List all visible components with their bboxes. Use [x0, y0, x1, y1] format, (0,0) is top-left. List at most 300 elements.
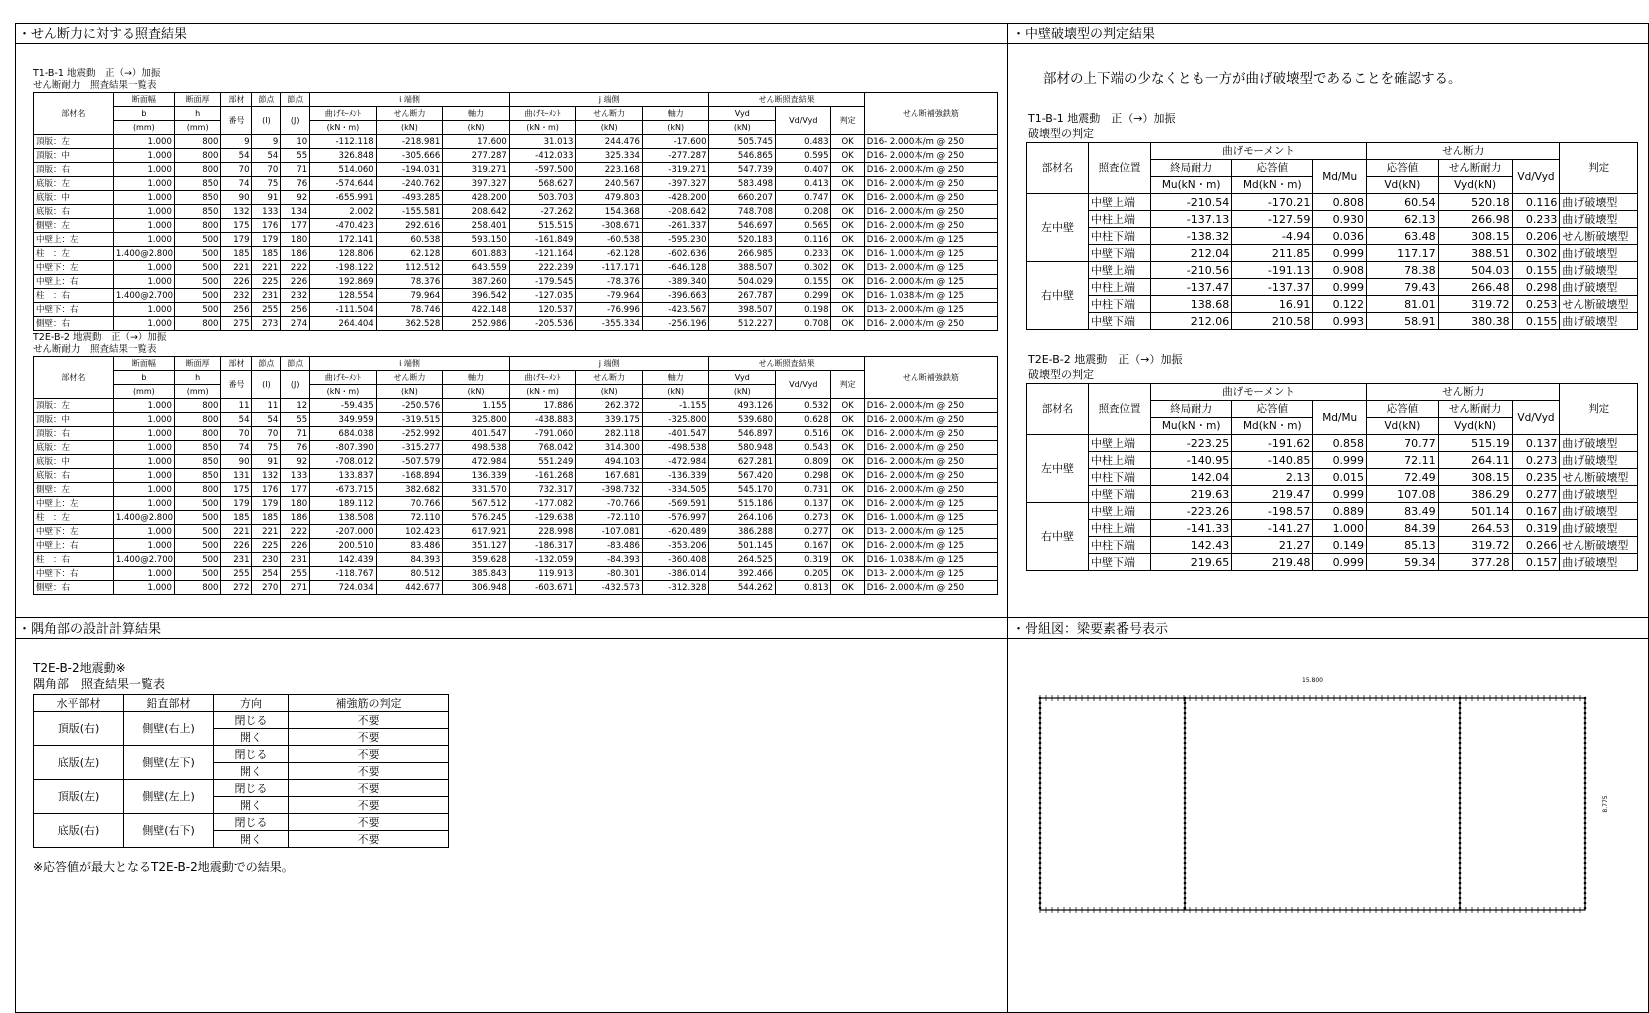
table-cell: -428.200 — [642, 191, 709, 205]
shear-table-2-subtitle: せん断耐力 照査結果一覧表 — [33, 344, 157, 355]
judge-cell: 不要 — [289, 729, 449, 746]
node-point — [1584, 782, 1587, 785]
node-point — [1039, 762, 1042, 765]
table-cell: 132 — [221, 205, 252, 219]
table-cell: 曲げ破壊型 — [1560, 520, 1638, 537]
node-point — [1184, 702, 1187, 705]
corner-subtitle: 隅角部 照査結果一覧表 — [33, 677, 166, 691]
node-point — [1039, 857, 1042, 860]
table-cell: 397.327 — [443, 177, 510, 191]
table-cell: 76 — [281, 177, 310, 191]
table-cell: 中柱下端 — [1089, 228, 1151, 245]
table-cell: 70 — [252, 427, 281, 441]
shear-table-2 — [33, 356, 998, 595]
node-point — [1039, 887, 1042, 890]
table-header: i 端側 — [310, 357, 510, 371]
table-cell: 1.000 — [113, 567, 174, 581]
table-cell: 底版：右 — [34, 469, 114, 483]
table-cell: -315.277 — [376, 441, 443, 455]
table-cell: 210.58 — [1232, 313, 1313, 330]
table-cell: 138.508 — [310, 511, 377, 525]
node-point — [1584, 732, 1587, 735]
table-cell: -161.268 — [509, 469, 576, 483]
table-cell: 0.155 — [1512, 262, 1560, 279]
table-cell: 0.253 — [1512, 296, 1560, 313]
table-cell: 55 — [281, 413, 310, 427]
table-row — [34, 275, 998, 289]
table-row — [1027, 537, 1638, 554]
table-cell: 117.17 — [1367, 245, 1439, 262]
node-point — [1584, 902, 1587, 905]
table-header: j 端側 — [509, 93, 709, 107]
node-point — [1039, 847, 1042, 850]
table-cell: -386.014 — [642, 567, 709, 581]
table-cell: 175 — [221, 483, 252, 497]
table-cell: 60.538 — [376, 233, 443, 247]
table-cell: 0.273 — [1512, 452, 1560, 469]
table-header: せん断力 — [576, 371, 643, 385]
table-header: Vd(kN) — [1367, 418, 1439, 435]
table-cell: 中壁下端 — [1089, 245, 1151, 262]
table-cell: 142.04 — [1151, 469, 1232, 486]
table-cell: 62.13 — [1367, 211, 1439, 228]
table-cell: 186 — [281, 247, 310, 261]
table-header: Vd/Vyd — [776, 107, 831, 135]
table-row — [34, 525, 998, 539]
table-cell: OK — [831, 289, 864, 303]
corner-table — [33, 694, 449, 848]
table-cell: 226 — [281, 539, 310, 553]
node-point — [1184, 842, 1187, 845]
table-cell: 396.542 — [443, 289, 510, 303]
node-point — [1459, 872, 1462, 875]
table-cell: -210.56 — [1151, 262, 1232, 279]
table-cell: 0.302 — [1512, 245, 1560, 262]
table-cell: 0.413 — [776, 177, 831, 191]
table-cell: 1.400@2.700 — [113, 553, 174, 567]
table-cell: 1.000 — [113, 483, 174, 497]
node-point — [1184, 707, 1187, 710]
table-cell: -240.762 — [376, 177, 443, 191]
table-cell: 325.334 — [576, 149, 643, 163]
table-header: (J) — [281, 371, 310, 399]
node-point — [1184, 772, 1187, 775]
node-point — [1584, 842, 1587, 845]
table-cell: 274 — [281, 317, 310, 331]
table-row — [34, 695, 449, 712]
table-cell: 72.110 — [376, 511, 443, 525]
table-cell: 85.13 — [1367, 537, 1439, 554]
node-point — [1584, 722, 1587, 725]
table-cell: OK — [831, 177, 864, 191]
node-point — [1184, 852, 1187, 855]
table-cell: -161.849 — [509, 233, 576, 247]
table-cell: 0.565 — [776, 219, 831, 233]
table-cell: 262.372 — [576, 399, 643, 413]
table-cell: 339.175 — [576, 413, 643, 427]
table-cell: 頂版：中 — [34, 413, 114, 427]
node-point — [1039, 777, 1042, 780]
table-cell: 254 — [252, 567, 281, 581]
table-row — [34, 497, 998, 511]
table-cell: 428.200 — [443, 191, 510, 205]
node-point — [1584, 852, 1587, 855]
node-point — [1584, 707, 1587, 710]
node-point — [1039, 737, 1042, 740]
table-header: (kN) — [576, 385, 643, 399]
table-cell: -155.581 — [376, 205, 443, 219]
table-row — [34, 163, 998, 177]
table-cell: OK — [831, 413, 864, 427]
direction-cell: 閉じる — [214, 780, 289, 797]
table-cell: -319.515 — [376, 413, 443, 427]
table-cell: 319.72 — [1438, 537, 1512, 554]
table-cell: 中壁下：右 — [34, 567, 114, 581]
table-row — [1027, 279, 1638, 296]
table-header: せん断力 — [376, 107, 443, 121]
table-cell: 曲げ破壊型 — [1560, 313, 1638, 330]
table-cell: 79.964 — [376, 289, 443, 303]
node-point — [1584, 817, 1587, 820]
table-cell: 200.510 — [310, 539, 377, 553]
horizontal-member: 頂版(右) — [34, 712, 124, 746]
table-cell: 31.013 — [509, 135, 576, 149]
table-cell: 0.157 — [1512, 554, 1560, 571]
node-point — [1584, 747, 1587, 750]
table-row — [34, 567, 998, 581]
table-cell: -78.376 — [576, 275, 643, 289]
table-cell: 270 — [252, 581, 281, 595]
table-cell: -261.337 — [642, 219, 709, 233]
table-cell: 0.889 — [1313, 503, 1367, 520]
node-point — [1184, 837, 1187, 840]
table-cell: 800 — [174, 413, 221, 427]
node-point — [1039, 867, 1042, 870]
table-cell: OK — [831, 469, 864, 483]
table-cell: 601.883 — [443, 247, 510, 261]
table-cell: -708.012 — [310, 455, 377, 469]
node-point — [1459, 737, 1462, 740]
table-cell: 219.65 — [1151, 554, 1232, 571]
table-cell: 曲げ破壊型 — [1560, 503, 1638, 520]
table-header: 部材 — [221, 357, 252, 371]
table-cell: 0.036 — [1313, 228, 1367, 245]
table-cell: 277.287 — [443, 149, 510, 163]
node-point — [1584, 697, 1587, 700]
table-cell: 275 — [221, 317, 252, 331]
table-cell: 800 — [174, 149, 221, 163]
table-cell: -493.285 — [376, 191, 443, 205]
node-point — [1584, 872, 1587, 875]
table-header: せん断力 — [576, 107, 643, 121]
table-header: Vd(kN) — [1367, 177, 1439, 194]
table-cell: 0.809 — [776, 455, 831, 469]
node-point — [1039, 852, 1042, 855]
table-cell: 84.39 — [1367, 520, 1439, 537]
table-cell: 546.897 — [709, 427, 776, 441]
table-cell: 曲げ破壊型 — [1560, 194, 1638, 211]
node-point — [1584, 727, 1587, 730]
node-point — [1184, 802, 1187, 805]
judge-cell: 不要 — [289, 746, 449, 763]
table-cell: 319.72 — [1438, 296, 1512, 313]
node-point — [1039, 707, 1042, 710]
table-cell: -112.118 — [310, 135, 377, 149]
table-cell: 627.281 — [709, 455, 776, 469]
table-cell: 0.273 — [776, 511, 831, 525]
table-cell: 175 — [221, 219, 252, 233]
table-cell: 柱 ：左 — [34, 247, 114, 261]
section-underline — [15, 638, 1007, 639]
table-cell: 232 — [221, 289, 252, 303]
table-cell: -250.576 — [376, 399, 443, 413]
table-header: 判定 — [831, 107, 864, 135]
table-cell: 128.554 — [310, 289, 377, 303]
table-header: 部材名 — [1027, 384, 1089, 435]
node-point — [1459, 812, 1462, 815]
node-point — [1039, 892, 1042, 895]
table-cell: 800 — [174, 163, 221, 177]
table-cell: -498.538 — [642, 441, 709, 455]
corner-note: ※応答値が最大となるT2E-B-2地震動での結果。 — [33, 860, 294, 874]
table-cell: 90 — [221, 191, 252, 205]
table-cell: 643.559 — [443, 261, 510, 275]
table-cell: 179 — [252, 497, 281, 511]
node-point — [1459, 862, 1462, 865]
wall-table-2-subtitle: 破壊型の判定 — [1028, 368, 1094, 381]
table-cell: -118.767 — [310, 567, 377, 581]
table-header: j 端側 — [509, 357, 709, 371]
section-underline — [1007, 638, 1649, 639]
table-cell: 0.198 — [776, 303, 831, 317]
node-point — [1184, 872, 1187, 875]
table-header: せん断耐力 — [1438, 401, 1512, 418]
table-cell: 中柱上端 — [1089, 452, 1151, 469]
table-row — [1027, 313, 1638, 330]
table-cell: -807.390 — [310, 441, 377, 455]
table-cell: -177.082 — [509, 497, 576, 511]
judge-cell: 不要 — [289, 763, 449, 780]
table-cell: 133 — [252, 205, 281, 219]
table-cell: 359.628 — [443, 553, 510, 567]
table-cell: 0.206 — [1512, 228, 1560, 245]
table-cell: 0.233 — [776, 247, 831, 261]
table-cell: 1.000 — [113, 413, 174, 427]
section-title-wall: ・中壁破壊型の判定結果 — [1012, 27, 1156, 42]
table-cell: 17.600 — [443, 135, 510, 149]
table-cell: 0.993 — [1313, 313, 1367, 330]
table-cell: 1.000 — [113, 539, 174, 553]
table-cell: -198.122 — [310, 261, 377, 275]
node-point — [1459, 817, 1462, 820]
table-cell: OK — [831, 455, 864, 469]
table-cell: 255 — [221, 567, 252, 581]
table-cell: -140.85 — [1232, 452, 1313, 469]
table-cell: 1.155 — [443, 399, 510, 413]
corner-title: T2E-B-2地震動※ — [33, 661, 126, 675]
table-cell: 中柱下端 — [1089, 469, 1151, 486]
table-cell: 180 — [281, 233, 310, 247]
table-cell: 583.498 — [709, 177, 776, 191]
table-cell: -59.435 — [310, 399, 377, 413]
table-header: Vyd — [709, 107, 776, 121]
node-point — [1184, 887, 1187, 890]
table-row — [34, 247, 998, 261]
table-cell: 側壁：左 — [34, 219, 114, 233]
table-cell: 1.000 — [113, 163, 174, 177]
table-header: 曲げモーメント — [1151, 384, 1367, 401]
node-point — [1584, 762, 1587, 765]
table-cell: 501.145 — [709, 539, 776, 553]
table-row — [34, 149, 998, 163]
node-point — [1459, 772, 1462, 775]
table-cell: 422.148 — [443, 303, 510, 317]
table-cell: 800 — [174, 317, 221, 331]
table-cell: 504.029 — [709, 275, 776, 289]
table-header: (kN・m) — [310, 121, 377, 135]
node-point — [1459, 742, 1462, 745]
table-cell: 500 — [174, 247, 221, 261]
table-cell: 267.787 — [709, 289, 776, 303]
table-cell: 1.000 — [113, 261, 174, 275]
node-point — [1039, 842, 1042, 845]
table-cell: -595.230 — [642, 233, 709, 247]
table-cell: 74 — [221, 441, 252, 455]
table-cell: 側壁：右 — [34, 581, 114, 595]
table-cell: 240.567 — [576, 177, 643, 191]
table-cell: 232 — [281, 289, 310, 303]
table-cell: 500 — [174, 303, 221, 317]
table-header: (J) — [281, 107, 310, 135]
table-row — [34, 712, 449, 729]
table-row — [34, 814, 449, 831]
table-cell: 388.51 — [1438, 245, 1512, 262]
table-cell: 131 — [221, 469, 252, 483]
judge-cell: 不要 — [289, 814, 449, 831]
table-header: 部材名 — [34, 93, 114, 135]
table-cell: 11 — [252, 399, 281, 413]
table-row — [34, 746, 449, 763]
table-cell: 514.060 — [310, 163, 377, 177]
table-header: 応答値 — [1232, 160, 1313, 177]
table-cell: 80.512 — [376, 567, 443, 581]
table-cell: 1.000 — [113, 427, 174, 441]
table-cell: OK — [831, 581, 864, 595]
table-row — [1027, 245, 1638, 262]
node-point — [1184, 882, 1187, 885]
table-header: せん断耐力 — [1438, 160, 1512, 177]
table-cell: 0.277 — [776, 525, 831, 539]
table-cell: -140.95 — [1151, 452, 1232, 469]
node-point — [1459, 757, 1462, 760]
table-cell: 515.515 — [509, 219, 576, 233]
table-cell: D16- 2.000本/m @ 125 — [864, 539, 997, 553]
table-cell: 1.000 — [113, 219, 174, 233]
table-cell: 172.141 — [310, 233, 377, 247]
table-header: (kN) — [709, 121, 776, 135]
node-point — [1039, 862, 1042, 865]
table-cell: D16- 2.000本/m @ 250 — [864, 413, 997, 427]
table-cell: 頂版：中 — [34, 149, 114, 163]
node-point — [1184, 867, 1187, 870]
table-cell: 21.27 — [1232, 537, 1313, 554]
node-point — [1584, 787, 1587, 790]
table-cell: 0.149 — [1313, 537, 1367, 554]
node-point — [1584, 892, 1587, 895]
table-cell: 551.249 — [509, 455, 576, 469]
node-point — [1184, 717, 1187, 720]
table-header: せん断力 — [1367, 384, 1560, 401]
table-cell: 1.000 — [113, 581, 174, 595]
node-point — [1459, 747, 1462, 750]
table-cell: 768.042 — [509, 441, 576, 455]
table-cell: -438.883 — [509, 413, 576, 427]
table-cell: 226 — [281, 275, 310, 289]
table-cell: OK — [831, 539, 864, 553]
table-cell: 252.986 — [443, 317, 510, 331]
table-cell: 546.865 — [709, 149, 776, 163]
node-point — [1459, 792, 1462, 795]
table-cell: 1.000 — [113, 303, 174, 317]
table-cell: 515.19 — [1438, 435, 1512, 452]
table-cell: 0.532 — [776, 399, 831, 413]
table-cell: 226 — [221, 539, 252, 553]
table-header: せん断照査結果 — [709, 357, 864, 371]
node-point — [1039, 872, 1042, 875]
table-cell: 1.000 — [113, 399, 174, 413]
table-cell: 493.126 — [709, 399, 776, 413]
node-point — [1459, 717, 1462, 720]
table-cell: 1.000 — [113, 135, 174, 149]
table-cell: 119.913 — [509, 567, 576, 581]
frame-outline — [1040, 698, 1585, 910]
table-cell: D16- 1.000本/m @ 125 — [864, 247, 997, 261]
table-cell: 1.000 — [113, 497, 174, 511]
table-cell: 74 — [221, 177, 252, 191]
table-cell: -576.997 — [642, 511, 709, 525]
table-cell: 1.000 — [113, 191, 174, 205]
table-header: 軸力 — [642, 107, 709, 121]
table-header: (mm) — [174, 121, 221, 135]
table-cell: 102.423 — [376, 525, 443, 539]
table-cell: 479.803 — [576, 191, 643, 205]
table-cell: 185 — [221, 511, 252, 525]
table-row — [34, 233, 998, 247]
table-cell: 228.998 — [509, 525, 576, 539]
table-cell: 724.034 — [310, 581, 377, 595]
node-point — [1184, 907, 1187, 910]
table-cell: 58.91 — [1367, 313, 1439, 330]
node-point — [1584, 822, 1587, 825]
table-cell: 78.376 — [376, 275, 443, 289]
table-cell: 曲げ破壊型 — [1560, 435, 1638, 452]
table-cell: -470.423 — [310, 219, 377, 233]
node-point — [1039, 837, 1042, 840]
table-cell: 167.681 — [576, 469, 643, 483]
skeleton-height-label: 8.775 — [1602, 795, 1609, 813]
table-cell: 500 — [174, 525, 221, 539]
node-point — [1584, 897, 1587, 900]
table-cell: 362.528 — [376, 317, 443, 331]
table-cell: 中壁下端 — [1089, 554, 1151, 571]
table-cell: 800 — [174, 581, 221, 595]
direction-cell: 開く — [214, 763, 289, 780]
table-header: (kN・m) — [509, 385, 576, 399]
table-cell: 494.103 — [576, 455, 643, 469]
node-point — [1584, 827, 1587, 830]
table-cell: 70 — [221, 163, 252, 177]
table-cell: 472.984 — [443, 455, 510, 469]
